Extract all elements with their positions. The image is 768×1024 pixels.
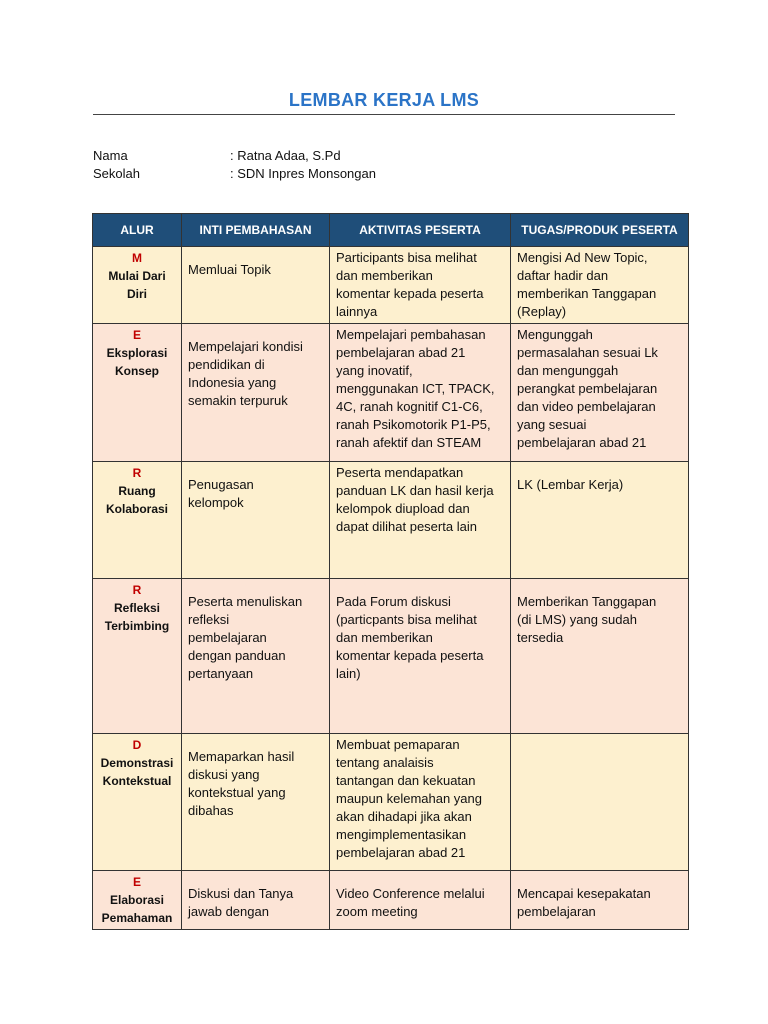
alur-letter: E	[132, 328, 141, 342]
alur-name: Demonstrasi Kontekstual	[100, 756, 174, 788]
alur-name: Eksplorasi Konsep	[106, 346, 168, 378]
alur-name: Ruang Kolaborasi	[105, 484, 168, 516]
tugas-text: Memberikan Tanggapan (di LMS) yang sudah tersedia	[517, 594, 657, 645]
inti-text: Memaparkan hasil diskusi yang kontekstual yang dibahas	[188, 749, 295, 818]
aktivitas-cell	[330, 734, 511, 871]
alur-letter: R	[132, 583, 142, 597]
alur-cell	[93, 871, 182, 930]
alur-name: Elaborasi Pemahaman	[101, 893, 173, 925]
aktivitas-text: Participants bisa melihat dan memberikan komentar kepada peserta lainnya	[336, 250, 484, 319]
inti-cell	[182, 462, 330, 579]
aktivitas-text: Mempelajari pembahasan pembelajaran abad 21 yang inovatif, menggunakan ICT, TPACK, 4C, ranah kognitif C1-C6, ranah Psikomotorik P1-P5, ranah afektif dan STEAM	[336, 327, 495, 450]
aktivitas-text: Membuat pemaparan tentang analaisis tantangan dan kekuatan maupun kelemahan yang akan dihadapi jika akan mengimplementasikan pembelajaran abad 21	[336, 737, 482, 860]
alur-cell	[93, 734, 182, 871]
tugas-cell	[511, 324, 689, 462]
tugas-cell	[511, 734, 689, 871]
alur-cell	[93, 324, 182, 462]
aktivitas-text: Peserta mendapatkan panduan LK dan hasil kerja kelompok diupload dan dapat dilihat peserta lain	[336, 465, 494, 534]
alur-letter: M	[132, 251, 142, 265]
table-row	[93, 579, 689, 734]
alur-name: Mulai Dari Diri	[108, 269, 166, 301]
alur-cell	[93, 247, 182, 324]
table-row	[93, 324, 689, 462]
info-sekolah	[93, 166, 376, 181]
table-row	[93, 734, 689, 871]
alur-name: Refleksi Terbimbing	[104, 601, 170, 633]
tugas-text: Mengunggah permasalahan sesuai Lk dan mengunggah perangkat pembelajaran dan video pembelajaran yang sesuai pembelajaran abad 21	[517, 327, 658, 450]
info-label: Nama	[93, 148, 128, 163]
aktivitas-cell	[330, 462, 511, 579]
aktivitas-cell	[330, 324, 511, 462]
aktivitas-cell	[330, 247, 511, 324]
inti-cell	[182, 871, 330, 930]
table-row	[93, 462, 689, 579]
tugas-cell	[511, 579, 689, 734]
table-row	[93, 247, 689, 324]
aktivitas-text: Pada Forum diskusi (particpants bisa melihat dan memberikan komentar kepada peserta lain)	[336, 594, 484, 681]
table-header-row	[93, 214, 689, 247]
tugas-text: Mengisi Ad New Topic, daftar hadir dan memberikan Tanggapan (Replay)	[517, 250, 657, 319]
inti-cell	[182, 579, 330, 734]
info-label: Sekolah	[93, 166, 140, 181]
tugas-text: Mencapai kesepakatan pembelajaran	[517, 886, 651, 919]
inti-cell	[182, 324, 330, 462]
inti-cell	[182, 734, 330, 871]
header-alur: ALUR	[93, 214, 182, 247]
alur-letter: E	[132, 875, 141, 889]
header-inti-pembahasan: INTI PEMBAHASAN	[182, 214, 330, 247]
title-divider	[93, 114, 675, 115]
alur-letter: R	[132, 466, 142, 480]
alur-cell	[93, 462, 182, 579]
aktivitas-text: Video Conference melalui zoom meeting	[336, 886, 485, 919]
inti-text: Peserta menuliskan refleksi pembelajaran dengan panduan pertanyaan	[188, 594, 303, 681]
tugas-cell	[511, 871, 689, 930]
aktivitas-cell	[330, 579, 511, 734]
info-value: : Ratna Adaa, S.Pd	[230, 148, 341, 163]
inti-text: Memluai Topik	[188, 262, 271, 277]
tugas-cell	[511, 247, 689, 324]
document-title: LEMBAR KERJA LMS	[288, 90, 480, 110]
worksheet-table	[92, 213, 689, 930]
alur-letter: D	[132, 738, 142, 752]
header-tugas-produk: TUGAS/PRODUK PESERTA	[511, 214, 689, 247]
header-aktivitas-peserta: AKTIVITAS PESERTA	[330, 214, 511, 247]
aktivitas-cell	[330, 871, 511, 930]
info-value: : SDN Inpres Monsongan	[230, 166, 376, 181]
inti-text: Mempelajari kondisi pendidikan di Indonesia yang semakin terpuruk	[188, 339, 303, 408]
inti-text: Diskusi dan Tanya jawab dengan	[188, 886, 294, 919]
inti-text: Penugasan kelompok	[188, 477, 254, 510]
inti-cell	[182, 247, 330, 324]
tugas-text: LK (Lembar Kerja)	[517, 477, 624, 492]
info-nama	[93, 148, 341, 163]
alur-cell	[93, 579, 182, 734]
table-row	[93, 871, 689, 930]
tugas-cell	[511, 462, 689, 579]
